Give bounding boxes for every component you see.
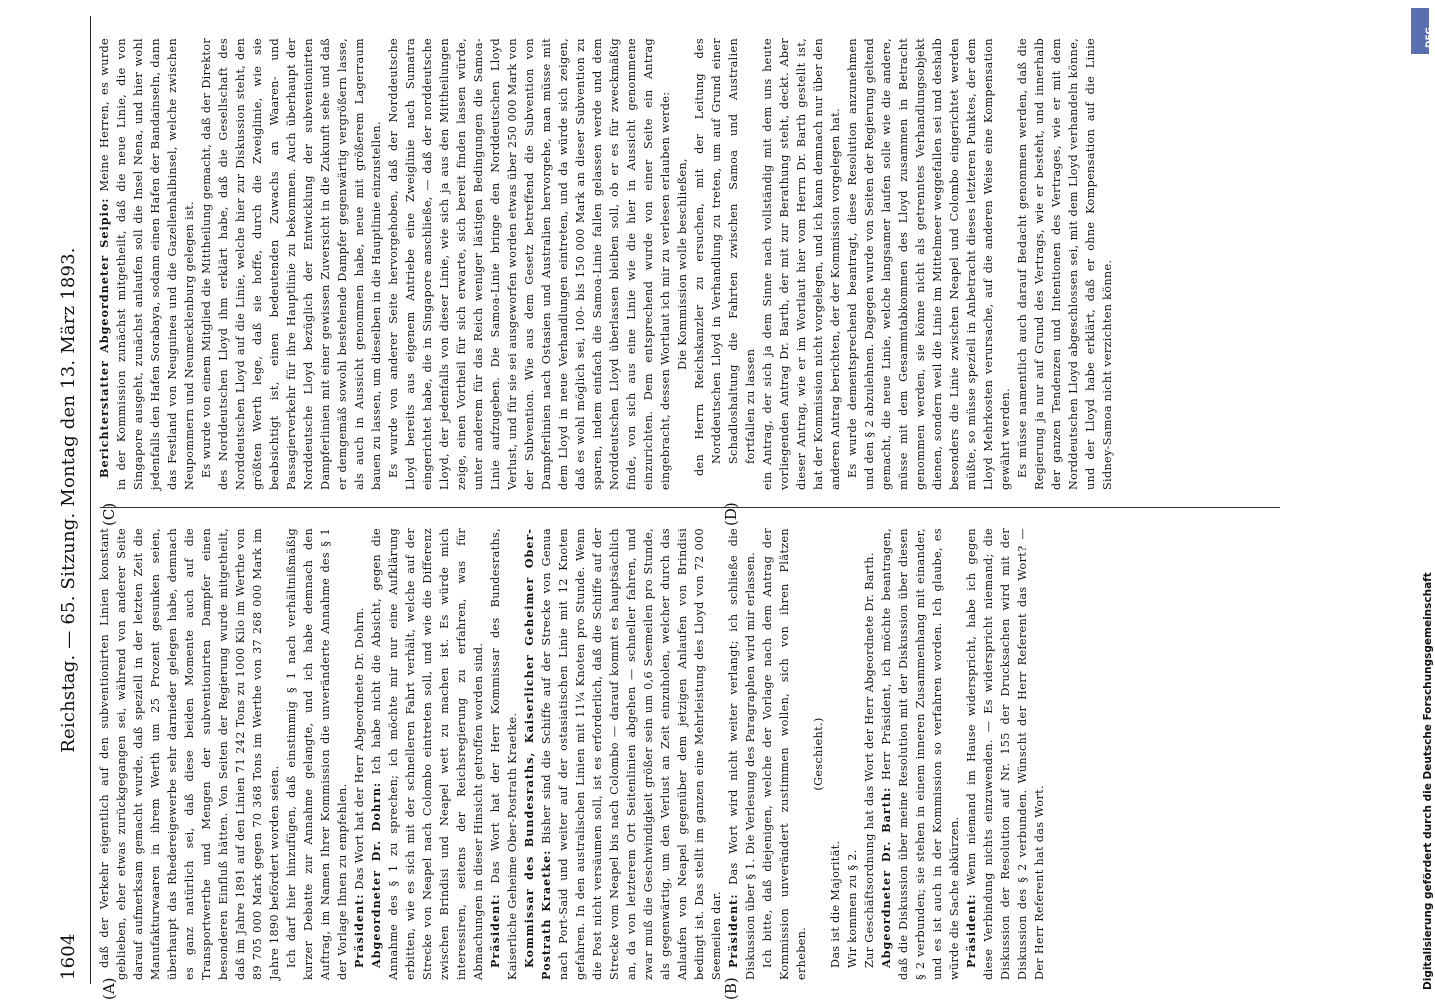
paragraph: Das ist die Majorität. [829, 840, 842, 968]
paragraph: Abgeordneter Dr. Barth: Herr Präsident, ich möchte beantragen, daß die Diskussion über meine Resolution mit der Diskussion über diesen § 2 verbunden; sie stehen in einem inneren Zusammenhang mit einander, und es ist auch in der Kommission so verfahren worden. Ich glaube, es würde die Sache abkürzen. [879, 528, 961, 980]
speaker-name: Abgeordneter Dr. Barth: [879, 786, 893, 968]
paragraph: Zur Geschäftsordnung hat das Wort der Herr Abgeordnete Dr. Barth. [863, 552, 876, 968]
speaker-name: Präsident: [488, 893, 502, 968]
speaker-name: Kommissar des Bundesraths, Kaiserlicher Geheimer Ober-Postrath Kraetke: [522, 528, 553, 980]
motion-heading: Die Kommission wolle beschließen, [676, 158, 689, 370]
margin-marker-b: (B) [722, 977, 740, 1000]
paragraph: Berichterstatter Abgeordneter Seipio: Meine Herren, es wurde in der Kommission zunächst mitgetheilt, daß die neue Linie, die von Singapore ausgeht, zunächst anlaufen soll die Insel Nena, und hier wohl jedenfalls den Hafen Sorabaya, sodann einen Hafen der Bandainseln, dann das Festland von Neuguinea und die Gazellenhalbinsel, welche zwischen Neupommern und Neumecklenburg gelegen ist. [97, 38, 196, 490]
page-header [58, 16, 86, 984]
speaker-name: Präsident: [352, 893, 366, 968]
header-rule [90, 16, 91, 984]
speaker-name: Präsident: [726, 893, 740, 968]
paragraph: Präsident: Das Wort wird nicht weiter verlangt; ich schließe die Diskussion über § 1. Die Verlesung des Paragraphen wird mir erlassen. [726, 528, 757, 980]
paragraph: Es wurde von anderer Seite hervorgehoben, daß der Norddeutsche Lloyd bereits aus eigenem Antriebe eine Zweiglinie nach Sumatra eingerichtet habe, die in Singapore anschließe, — daß der norddeutsche Lloyd, der jedenfalls von dieser Linie, wie sich ja aus den Mittheilungen zeige, einen Vortheil für sich erwarte, sich bereit finden lassen würde, unter anderem für das Reich weniger lästigen Bedingungen die Samoa-Linie aufzugeben. Die Samoa-Linie bringe den Norddeutschen Lloyd Verlust, und für sie sei ausgeworfen worden etwas über 250 000 Mark von der Subvention. Wie aus dem Gesetz betreffend die Subvention von Dampferlinien nach Ostasien und Australien hervorgehe, man müsse mit dem Lloyd in neue Verhandlungen eintreten, und da würde sich zeigen, daß es wohl möglich sei, 100- bis 150 000 Mark an dieser Subvention zu sparen, indem einfach die Samoa-Linie fallen gelassen werde und dem Norddeutschen Lloyd überlassen bleiben soll, ob er es für zweckmäßig finde, von sich aus eine Linie wie die hier in Aussicht genommene einzurichten. Dem entsprechend wurde von einer Seite ein Antrag eingebracht, dessen Wortlaut ich mir zu verlesen erlauben werde: [387, 38, 672, 490]
paragraph: Präsident: Das Wort hat der Herr Kommissar des Bundesraths, Kaiserliche Geheime Ober-Postrath Kraetke. [488, 528, 519, 980]
paragraph: Ich bitte, daß diejenigen, welche der Vorlage nach dem Antrag der Kommission unverändert zustimmen wollen, sich von ihren Plätzen erheben. [761, 528, 808, 980]
paragraph: daß der Verkehr eigentlich auf den subventionirten Linien konstant geblieben, eher etwas zurückgegangen sei, während von anderer Seite darauf aufmerksam gemacht wurde, daß speziell in der letzten Zeit die Manufakturwaaren in ihrem Werth um 25 Prozent gesunken seien, überhaupt das Rhedereigewerbe sehr darnieder gelegen habe, demnach es ganz natürlich sei, daß diese beiden Momente auch auf die Transportwerthe und Mengen der subventionirten Dampfer einen besonderen Einfluß hätten. Von Seiten der Regierung wurde mitgetheilt, daß im Jahre 1891 auf den Linien 71 242 Tons zu 1000 Kilo im Werthe von 89 705 000 Mark gegen 70 368 Tons im Werthe von 37 268 000 Mark im Jahre 1890 befördert worden seien. [98, 528, 281, 980]
paragraph: Es müsse namentlich auch darauf Bedacht genommen werden, daß die Regierung ja nur auf Grund des Vertrags, wie er besteht, und innerhalb der ganzen Tendenzen und Intentionen des Vertrages, wie er mit dem Norddeutschen Lloyd abgeschlossen sei, mit dem Lloyd verhandeln könne, und der Lloyd habe erklärt, daß er ohne Kompensation auf die Linie Sidney-Samoa nicht verzichten könne. [1016, 38, 1114, 490]
paragraph: ein Antrag, der sich ja dem Sinne nach vollständig mit dem uns heute vorliegenden Antrag Dr. Barth, der mit zur Berathung steht, deckt. Aber dieser Antrag, wie er im Wortlaut hier vom Herrn Dr. Barth gestellt ist, hat der Kommission nicht vorgelegen, und ich kann demnach nur über den anderen Antrag berichten, der der Kommission vorgelegen hat. [761, 38, 842, 490]
margin-marker-a: (A) [100, 977, 118, 1000]
speaker-name: Abgeordneter Dr. Dohrn: [369, 781, 383, 968]
right-column [96, 38, 1116, 490]
stage-direction: (Geschieht.) [812, 717, 825, 791]
speaker-name: Berichterstatter Abgeordneter Seipio: [97, 197, 111, 478]
paragraph: Es wurde von einem Mitglied die Mittheilung gemacht, daß der Direktor des Norddeutschen Lloyd ihm erklärt habe, daß die Gesellschaft des Norddeutschen Lloyd auf die Linie, welche hier zur Diskussion steht, den größten Werth lege, daß sie hoffe, durch die Zweiglinie, wie sie beabsichtigt ist, einen bedeutenden Zuwachs an Waaren- und Passagierverkehr für ihre Hauptlinie zu bekommen. Auch überhaupt der Norddeutsche Lloyd bezüglich der Entwicklung der subventionirten Dampferlinien mit einer gewissen Zuversicht in die Zukunft sehe und daß er demgemäß sowohl bestehende Dampfer gegenwärtig vergrößern lasse, als auch in Aussicht genommen habe, neue mit größerem Lagerraum bauen zu lassen, um dieselben in die Hauptlinie einzustellen. [200, 38, 383, 490]
margin-marker-c: (C) [100, 502, 118, 526]
paragraph: Ich darf hier hinzufügen, daß einstimmig § 1 nach verhältnißmäßig kurzer Debatte zur Annahme gelangte, und ich habe demnach den Auftrag, im Namen Ihrer Kommission die unveränderte Annahme des § 1 der Vorlage Ihnen zu empfehlen. [285, 528, 349, 980]
speaker-name: Präsident: [964, 893, 978, 968]
motion-text: den Herrn Reichskanzler zu ersuchen, mit der Leitung des Norddeutschen Lloyd in Verhandlung zu treten, um auf Grund einer Schadloshaltung die Fahrten zwischen Samoa und Australien fortfallen zu lassen [693, 38, 757, 476]
page-number: 1604 [58, 933, 79, 980]
paragraph: Es wurde dementsprechend beantragt, diese Resolution anzunehmen und den § 2 abzulehnen. Dagegen wurde von Seiten der Regierung geltend gemacht, die neue Linie, welche langsamer laufen solle wie die andere, müsse mit dem Gesammtabkommen des Lloyd zusammen in Betracht genommen werden, sie könne nicht als getrenntes Verhandlungsobjekt dienen, sondern weil die Linie im Mittelmeer weggefallen sei und deshalb besonders die Linie zwischen Neapel und Colombo eingerichtet werden müßte, so müsse speziell in Anbetracht dieses letzteren Punktes, der dem Lloyd Mehrkosten verursache, auf die anderen Weise eine Kompensation gewährt werden. [846, 38, 1012, 490]
margin-marker-d: (D) [722, 502, 740, 526]
digitization-credit: Digitalisierung gefördert durch die Deutsche Forschungsgemeinschaft [1422, 572, 1434, 990]
left-column [96, 528, 1048, 980]
paragraph: Präsident: Das Wort hat der Herr Abgeordnete Dr. Dohrn. [352, 607, 366, 968]
dfg-logo-text: DFG [1425, 26, 1435, 48]
dfg-logo [1411, 8, 1435, 54]
paragraph: Präsident: Wenn niemand im Hause widerspricht, habe ich gegen diese Verbindung nichts einzuwenden. — Es widerspricht niemand; die Diskussion der Resolution auf Nr. 155 der Drucksachen wird mit der Diskussion des § 2 verbunden. Wünscht der Herr Referent das Wort? — Der Herr Referent hat das Wort. [964, 528, 1046, 980]
paragraph: Kommissar des Bundesraths, Kaiserlicher Geheimer Ober-Postrath Kraetke: Bisher sind die Schiffe auf der Strecke von Genua nach Port-Said und weiter auf der ostasiatischen Linie mit 12 Knoten gefahren. In den australischen Linien mit 11¼ Knoten pro Stunde. Wenn die Post nicht versäumen soll, ist es erforderlich, daß die Schiffe auf der Strecke vom Neapel bis nach Colombo — darauf kommt es hauptsächlich an, da von letzterem Ort Seitenlinien abgehen — schneller fahren, und zwar muß die Geschwindigkeit größer sein um 0,6 Seemeilen pro Stunde, als gegenwärtig, um den Verlust an Zeit einzuholen, welcher durch das Anlaufen von Neapel gegenüber dem jetzigen Anlaufen von Brindisi bedingt ist. Das stellt im ganzen eine Mehrleistung des Lloyd von 72 000 Seemeilen dar. [522, 528, 723, 980]
paragraph: Wir kommen zu § 2. [846, 849, 859, 968]
page-header-title: Reichstag. — 65. Sitzung. Montag den 13. März 1893. [58, 247, 79, 753]
column-divider [100, 507, 1280, 508]
paragraph: Abgeordneter Dr. Dohrn: Ich habe nicht die Absicht, gegen die Annahme des § 1 zu sprechen; ich möchte mir nur eine Aufklärung erbitten, wie es sich mit der schnelleren Fahrt verhält, welche auf der Strecke von Neapel nach Colombo eintreten soll, und wie die Differenz zwischen Brindisi und Neapel wett zu machen ist. Es würde mich interessiren, seitens der Reichsregierung zu erfahren, was für Abmachungen in dieser Hinsicht getroffen worden sind. [369, 528, 485, 980]
